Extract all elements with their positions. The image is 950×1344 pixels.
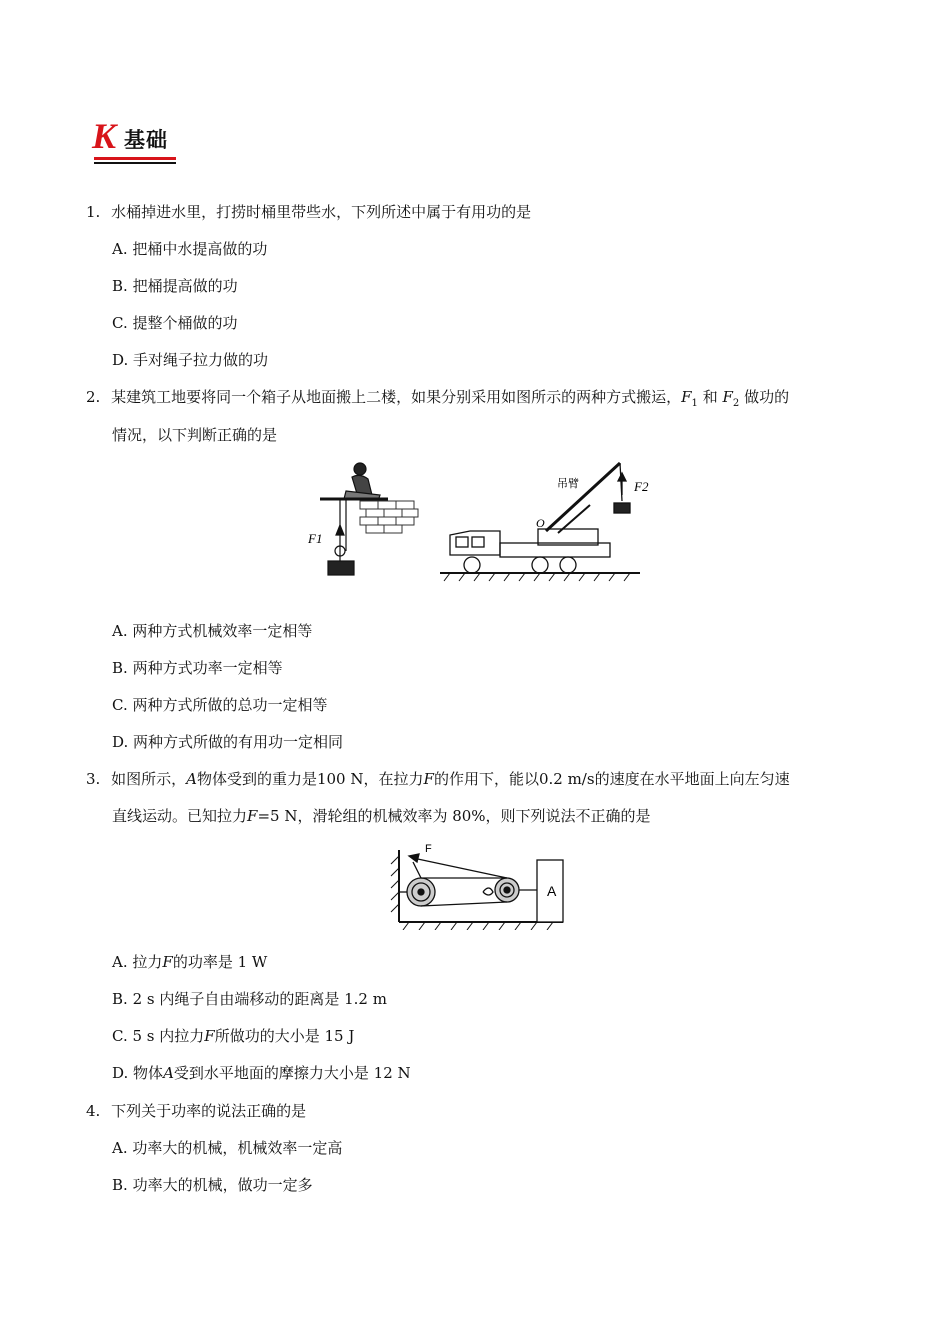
logo-underline-black <box>94 162 176 164</box>
question-2-stem: 2. 某建筑工地要将同一个箱子从地面搬上二楼，如果分别采用如图所示的两种方式搬运，$F_1$ 和 $F_2$ 做功的 <box>86 388 790 409</box>
question-number: 2. <box>86 388 101 406</box>
section-title: 基础 <box>124 128 168 152</box>
label-a: A <box>547 883 557 899</box>
question-3-stem-cont: 直线运动。已知拉力F=5 N，滑轮组的机械效率为 80%，则下列说法不正确的是 <box>112 807 651 825</box>
section-logo <box>92 116 182 160</box>
question-4-stem: 4. 下列关于功率的说法正确的是 <box>86 1102 307 1120</box>
question-1-option-c: C. 提整个桶做的功 <box>112 314 238 332</box>
pulley-system <box>391 850 563 930</box>
label-f1: F1 <box>308 531 323 546</box>
question-1-option-b: B. 把桶提高做的功 <box>112 277 238 295</box>
question-4-option-a: A. 功率大的机械，机械效率一定高 <box>112 1139 343 1157</box>
logo-k: K <box>92 116 117 156</box>
question-text: 水桶掉进水里，打捞时桶里带些水，下列所述中属于有用功的是 <box>111 203 532 221</box>
label-f: F <box>425 843 432 855</box>
logo-underline-red <box>94 157 176 160</box>
question-1-stem <box>86 202 531 222</box>
pulley-f1 <box>328 499 354 575</box>
question-2-option-a: A. 两种方式机械效率一定相等 <box>112 622 313 640</box>
question-1-option-d: D. 手对绳子拉力做的功 <box>112 351 269 369</box>
brick-wall <box>360 501 418 533</box>
question-3-figure <box>385 840 570 930</box>
question-1-option-a: A. 把桶中水提高做的功 <box>112 240 268 258</box>
question-2-option-c: C. 两种方式所做的总功一定相等 <box>112 696 328 714</box>
label-o: O <box>536 516 545 530</box>
question-3-stem: 3. 如图所示，A物体受到的重力是100 N，在拉力F的作用下，能以0.2 m/s的速度在水平地面上向左匀速 <box>86 770 790 788</box>
label-crane-arm: 吊臂 <box>557 477 579 490</box>
question-number: 1. <box>86 203 101 221</box>
question-2-stem-cont: 情况，以下判断正确的是 <box>112 426 278 444</box>
question-4-option-b: B. 功率大的机械，做功一定多 <box>112 1176 313 1194</box>
question-3-option-a: A. 拉力F的功率是 1 W <box>112 953 268 971</box>
question-number: 4. <box>86 1102 101 1120</box>
question-3-option-c: C. 5 s 内拉力F所做功的大小是 15 J <box>112 1027 355 1045</box>
question-2-option-b: B. 两种方式功率一定相等 <box>112 659 283 677</box>
question-2-figure <box>300 455 650 585</box>
label-f2: F2 <box>634 479 649 494</box>
question-number: 3. <box>86 770 101 788</box>
question-3-option-b: B. 2 s 内绳子自由端移动的距离是 1.2 m <box>112 990 387 1008</box>
question-3-option-d: D. 物体A受到水平地面的摩擦力大小是 12 N <box>112 1064 411 1082</box>
question-2-option-d: D. 两种方式所做的有用功一定相同 <box>112 733 344 751</box>
